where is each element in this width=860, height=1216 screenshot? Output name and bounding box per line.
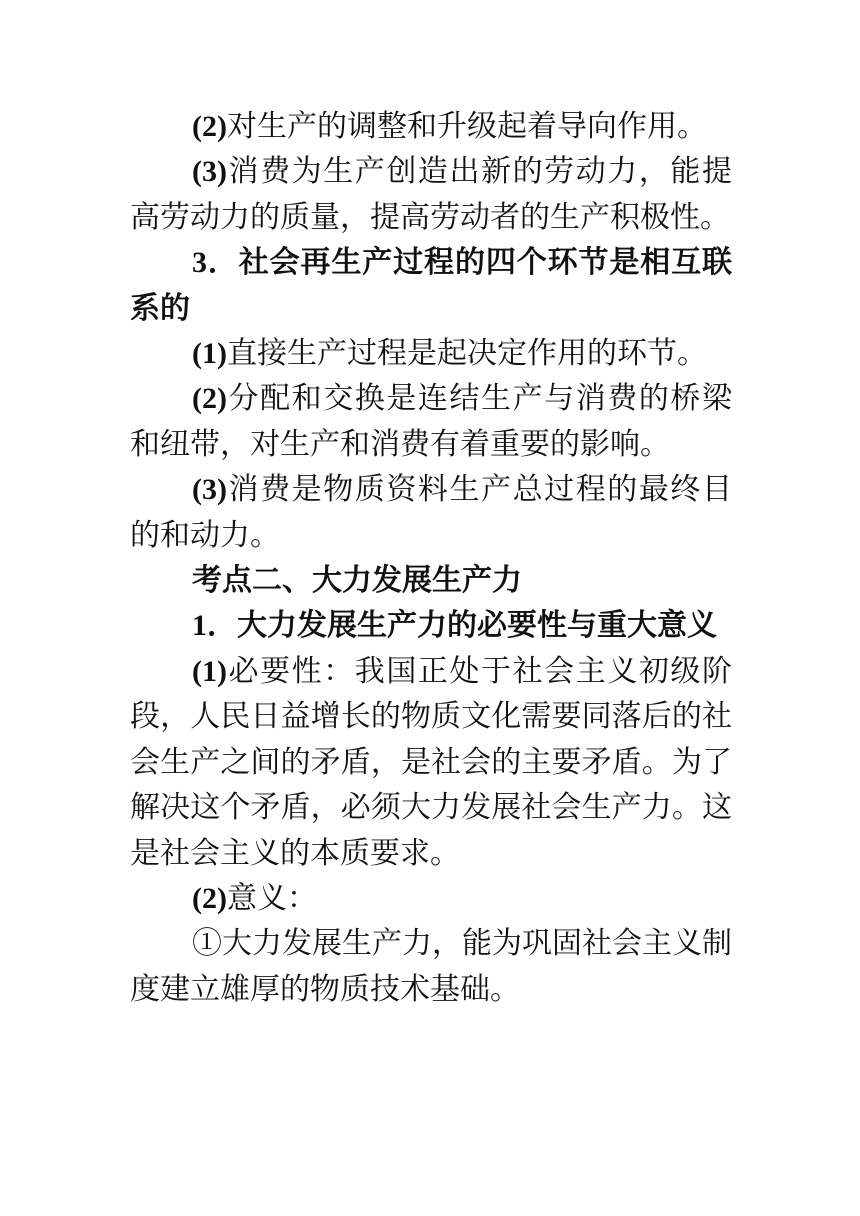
paragraph-consumption-guides-production bbox=[130, 104, 732, 149]
paragraph-text: 分配和交换是连结生产与消费的桥梁和纽带，对生产和消费有着重要的影响。 bbox=[130, 381, 732, 462]
item-marker: 1． bbox=[192, 609, 237, 643]
item-marker: 3． bbox=[192, 246, 239, 280]
heading-four-links-related bbox=[130, 240, 732, 331]
heading-text: 社会再生产过程的四个环节是相互联系的 bbox=[130, 245, 733, 326]
paragraph-consumption-creates-labor bbox=[130, 149, 732, 240]
paragraph-consumption-final-goal bbox=[130, 467, 732, 558]
paragraph-text: 消费为生产创造出新的劳动力，能提高劳动力的质量，提高劳动者的生产积极性。 bbox=[130, 154, 732, 235]
paragraph-significance bbox=[130, 876, 732, 921]
document-body bbox=[130, 104, 732, 1012]
item-marker: (3) bbox=[192, 473, 227, 507]
paragraph-text: 消费是物质资料生产总过程的最终目的和动力。 bbox=[130, 472, 732, 553]
paragraph-text: 意义： bbox=[226, 880, 317, 916]
paragraph-distribution-exchange-bridge bbox=[130, 376, 732, 467]
item-marker: (2) bbox=[192, 881, 227, 915]
item-marker: (2) bbox=[192, 110, 227, 143]
item-marker: (1) bbox=[192, 337, 227, 371]
paragraph-text: 必要性：我国正处于社会主义初级阶段，人民日益增长的物质文化需要同落后的社会生产之间的矛盾，是社会的主要矛盾。为了解决这个矛盾，必须大力发展社会生产力。这是社会主义的本质要求。 bbox=[130, 653, 732, 871]
item-marker: (1) bbox=[192, 654, 227, 688]
heading-text: 考点二、大力发展生产力 bbox=[192, 563, 522, 599]
paragraph-significance-point-1 bbox=[130, 921, 732, 1012]
paragraph-necessity bbox=[130, 649, 732, 876]
paragraph-text: 对生产的调整和升级起着导向作用。 bbox=[226, 109, 707, 144]
paragraph-production-decisive bbox=[130, 331, 732, 376]
paragraph-text: 直接生产过程是起决定作用的环节。 bbox=[226, 336, 707, 372]
heading-text: 大力发展生产力的必要性与重大意义 bbox=[237, 608, 717, 644]
section-heading-develop-productivity bbox=[130, 558, 732, 603]
paragraph-text: ①大力发展生产力，能为巩固社会主义制度建立雄厚的物质技术基础。 bbox=[130, 926, 732, 1007]
item-marker: (2) bbox=[192, 382, 227, 416]
heading-necessity-significance bbox=[130, 603, 732, 648]
item-marker: (3) bbox=[192, 155, 227, 189]
